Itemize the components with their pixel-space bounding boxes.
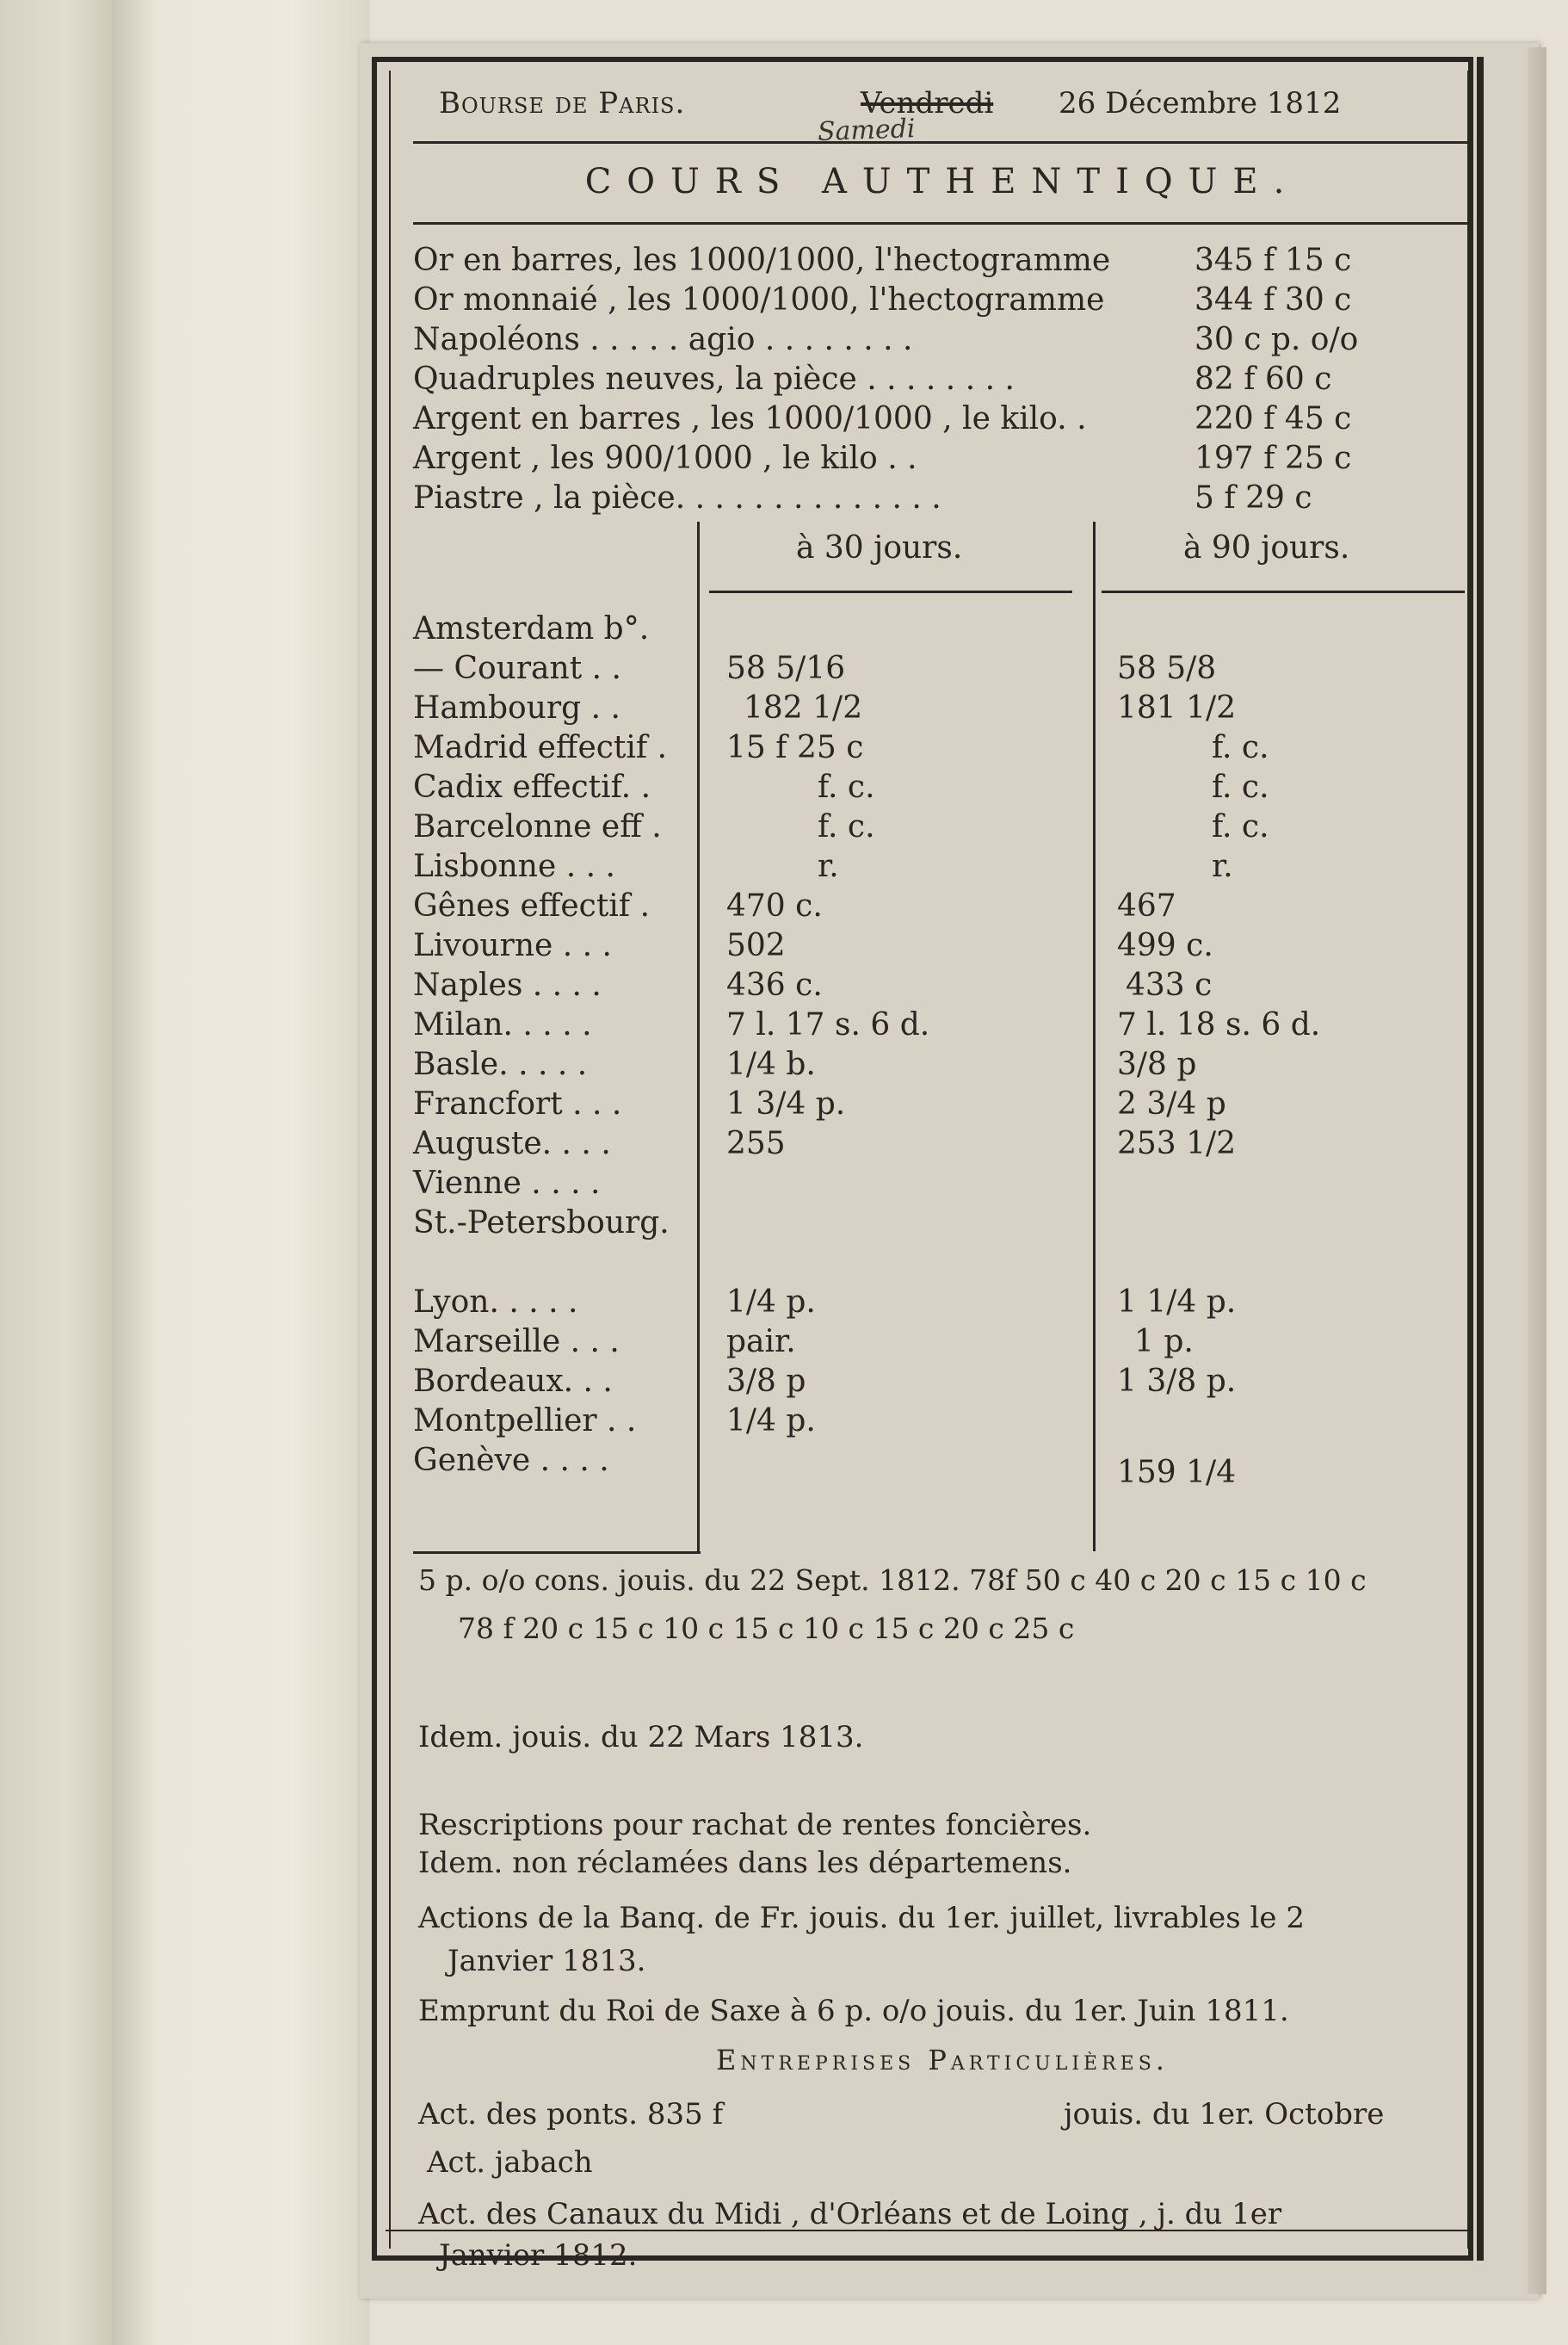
domestic-90: 159 1/4 — [1117, 1455, 1237, 1490]
domestic-city: Marseille . . . — [413, 1324, 620, 1359]
rentes-idem: Idem. jouis. du 22 Mars 1813. — [418, 1720, 864, 1754]
metal-label: Argent en barres , les 1000/1000 , le kilo. . — [413, 401, 1087, 436]
exchange-city: Cadix effectif. . — [413, 770, 651, 805]
metal-value: 82 f 60 c — [1195, 362, 1332, 397]
exchange-city: Francfort . . . — [413, 1086, 622, 1122]
exchange-30: 1/4 b. — [726, 1047, 816, 1082]
domestic-city: Montpellier . . — [413, 1403, 637, 1439]
metal-value: 5 f 29 c — [1195, 480, 1312, 516]
idem-non-reclamees: Idem. non réclamées dans les départemens. — [418, 1846, 1072, 1880]
exchange-90: r. — [1212, 849, 1233, 884]
domestic-city: Genève . . . . — [413, 1443, 609, 1478]
domestic-30: 1/4 p. — [726, 1403, 816, 1439]
act-ponts: Act. des ponts. 835 f — [418, 2097, 724, 2132]
exchange-30: 502 — [726, 928, 786, 963]
exchange-30: 7 l. 17 s. 6 d. — [726, 1007, 930, 1043]
exchange-30: 15 f 25 c — [726, 730, 864, 765]
metal-value: 220 f 45 c — [1195, 401, 1352, 436]
exchange-90: 3/8 p — [1117, 1047, 1197, 1082]
domestic-90: 1 p. — [1134, 1324, 1194, 1359]
struck-day: Vendredi — [861, 86, 994, 121]
page-fold-margin — [112, 0, 370, 2345]
document-title: COURS AUTHENTIQUE. — [584, 162, 1300, 201]
domestic-city: Lyon. . . . . — [413, 1284, 578, 1320]
metal-value: 345 f 15 c — [1195, 243, 1352, 278]
exchange-30: 470 c. — [726, 888, 823, 924]
exchange-city: Amsterdam b°. — [413, 611, 650, 647]
exchange-90: 7 l. 18 s. 6 d. — [1117, 1007, 1321, 1043]
exchange-city: Auguste. . . . — [413, 1126, 611, 1161]
exchange-90: f. c. — [1212, 730, 1269, 765]
col-90-header: à 90 jours. — [1183, 530, 1350, 566]
exchange-city: Livourne . . . — [413, 928, 612, 963]
actions-banque-line-2: Janvier 1813. — [448, 1944, 646, 1978]
emprunt-saxe: Emprunt du Roi de Saxe à 6 p. o/o jouis. du 1er. Juin 1811. — [418, 1994, 1289, 2028]
act-jabach: Act. jabach — [427, 2145, 593, 2180]
domestic-30: 1/4 p. — [726, 1284, 816, 1320]
exchange-city: Naples . . . . — [413, 968, 602, 1003]
exchange-30: 182 1/2 — [744, 690, 863, 726]
exchange-city: Basle. . . . . — [413, 1047, 588, 1082]
metal-label: Or en barres, les 1000/1000, l'hectogramme — [413, 243, 1111, 278]
page-left-background — [0, 0, 112, 2345]
metal-label: Piastre , la pièce. . . . . . . . . . . . . . — [413, 480, 941, 516]
act-canaux-line-2: Janvier 1812. — [439, 2238, 638, 2273]
date-label: 26 Décembre 1812 — [1059, 86, 1342, 121]
exchange-90: 433 c — [1126, 968, 1213, 1003]
act-ponts-jouis: jouis. du 1er. Octobre — [1064, 2097, 1385, 2132]
exchange-90: 2 3/4 p — [1117, 1086, 1226, 1122]
exchange-90: f. c. — [1212, 809, 1269, 845]
header-rule — [413, 141, 1472, 144]
sheet-edge — [1528, 47, 1546, 2294]
metal-label: Or monnaié , les 1000/1000, l'hectogramme — [413, 282, 1105, 318]
exchange-30: 255 — [726, 1126, 786, 1161]
exchange-90: 181 1/2 — [1117, 690, 1237, 726]
metal-value: 197 f 25 c — [1195, 441, 1352, 476]
act-canaux-line-1: Act. des Canaux du Midi , d'Orléans et de Loing , j. du 1er — [418, 2197, 1282, 2231]
rentes-line-2: 78 f 20 c 15 c 10 c 15 c 10 c 15 c 20 c 25 c — [458, 1612, 1075, 1645]
domestic-city: Bordeaux. . . — [413, 1364, 613, 1399]
exchange-90: 253 1/2 — [1117, 1126, 1237, 1161]
domestic-30: 3/8 p — [726, 1364, 806, 1399]
metal-value: 344 f 30 c — [1195, 282, 1352, 318]
exchange-90: 467 — [1117, 888, 1176, 924]
exchange-90: f. c. — [1212, 770, 1269, 805]
title-rule — [413, 222, 1472, 225]
exchange-90: 499 c. — [1117, 928, 1213, 963]
exchange-city: Madrid effectif . — [413, 730, 668, 765]
section-entreprises: Entreprises Particulières. — [716, 2044, 1169, 2076]
domestic-90: 1 1/4 p. — [1117, 1284, 1237, 1320]
exchange-30: 436 c. — [726, 968, 823, 1003]
col-90-rule — [1102, 591, 1465, 593]
table-divider-left — [697, 522, 700, 1551]
metal-label: Napoléons . . . . . agio . . . . . . . . — [413, 322, 913, 357]
metal-value: 30 c p. o/o — [1195, 322, 1359, 357]
exchange-30: f. c. — [818, 809, 875, 845]
exchange-city: — Courant . . — [413, 651, 621, 686]
exchange-city: Vienne . . . . — [413, 1166, 601, 1201]
metal-label: Argent , les 900/1000 , le kilo . . — [413, 441, 917, 476]
domestic-90: 1 3/8 p. — [1117, 1364, 1237, 1399]
bottom-inner-rule — [386, 2230, 1472, 2231]
exchange-city: Barcelonne eff . — [413, 809, 662, 845]
table-divider-right — [1093, 522, 1096, 1551]
domestic-30: pair. — [726, 1324, 796, 1359]
col-30-rule — [709, 591, 1072, 593]
exchange-30: 58 5/16 — [726, 651, 846, 686]
exchange-90: 58 5/8 — [1117, 651, 1217, 686]
exchange-city: Hambourg . . — [413, 690, 620, 726]
exchange-30: 1 3/4 p. — [726, 1086, 846, 1122]
col-30-header: à 30 jours. — [796, 530, 963, 566]
masthead — [413, 77, 1472, 147]
border-right-bar — [1477, 57, 1484, 2261]
exchange-30: r. — [818, 849, 839, 884]
exchange-city: Lisbonne . . . — [413, 849, 615, 884]
exchange-city: St.-Petersbourg. — [413, 1205, 670, 1241]
bourse-label: Bourse de Paris. — [439, 86, 686, 121]
exchange-city: Milan. . . . . — [413, 1007, 592, 1043]
actions-banque-line-1: Actions de la Banq. de Fr. jouis. du 1er. juillet, livrables le 2 — [418, 1901, 1305, 1935]
metal-label: Quadruples neuves, la pièce . . . . . . . . — [413, 362, 1015, 397]
rentes-line-1: 5 p. o/o cons. jouis. du 22 Sept. 1812. 78f 50 c 40 c 20 c 15 c 10 c — [418, 1563, 1367, 1597]
exchange-30: f. c. — [818, 770, 875, 805]
exchange-city: Gênes effectif . — [413, 888, 651, 924]
handwritten-day: Samedi — [817, 114, 917, 147]
table-bottom-rule — [413, 1551, 701, 1554]
rescriptions: Rescriptions pour rachat de rentes foncières. — [418, 1808, 1092, 1842]
